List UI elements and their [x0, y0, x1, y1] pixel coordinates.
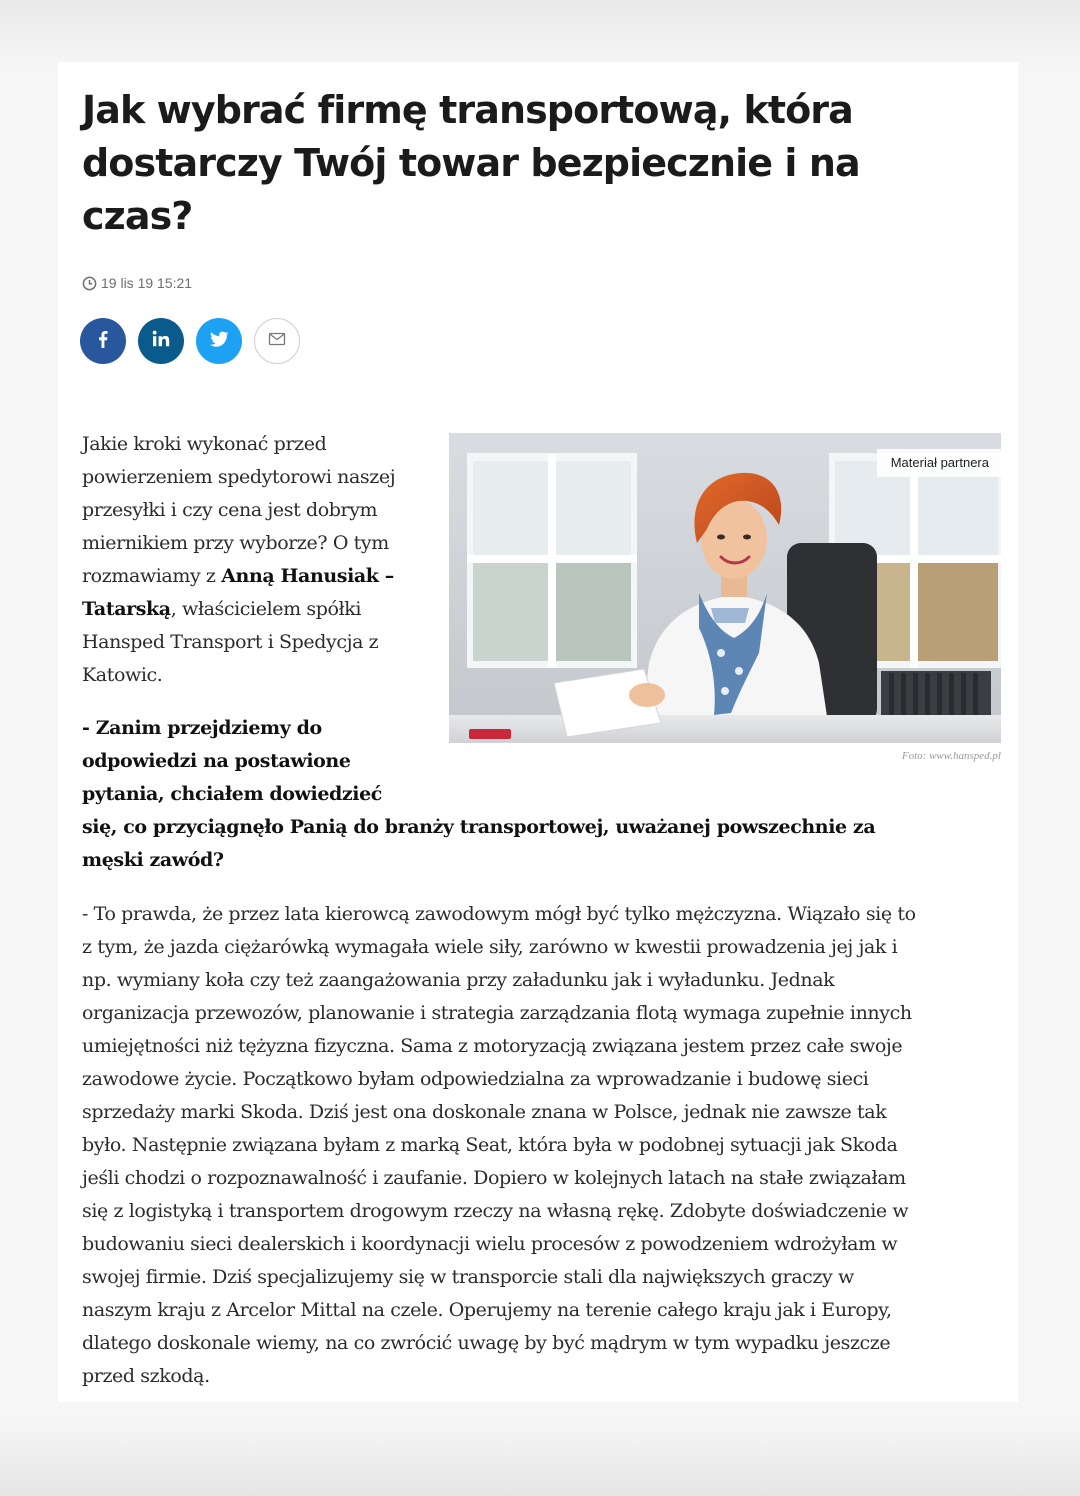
answer-line: organizacja przewozów, planowanie i strategia zarządzania flotą wymaga zupełnie innych — [82, 1002, 912, 1024]
answer-line: dlatego doskonale wiemy, na co zwrócić uwagę by być mądrym w tym wypadku jeszcze — [82, 1332, 891, 1354]
linkedin-icon — [150, 328, 172, 355]
answer-line: swojej firmie. Dziś specjalizujemy się w transporcie stali dla największych graczy w — [82, 1266, 854, 1288]
answer-line: sprzedaży marki Skoda. Dziś jest ona doskonale znana w Polsce, jednak nie zawsze tak — [82, 1101, 887, 1123]
clock-icon — [82, 276, 97, 291]
lead-text: Jakie kroki wykonać przed powierzeniem spedytorowi naszej przesyłki i czy cena jest dobrym miernikiem przy wyborze? O tym rozmawiamy z — [82, 433, 396, 587]
twitter-icon — [208, 328, 230, 355]
question-line: się, co przyciągnęło Panią do branży transportowej, uważanej powszechnie za — [82, 816, 876, 838]
envelope-icon — [266, 328, 288, 355]
share-bar — [80, 318, 300, 364]
answer-line: przed szkodą. — [82, 1365, 210, 1387]
question-line: pytania, chciałem dowiedzieć — [82, 783, 382, 805]
interview-answer — [82, 898, 982, 1393]
answer-line: naszym kraju z Arcelor Mittal na czele. Operujemy na terenie całego kraju jak i Europy, — [82, 1299, 892, 1321]
photo-caption: Foto: www.hansped.pl — [901, 750, 1001, 762]
lead-text-end: , właścicielem spółki Hansped Transport i Spedycja z Katowic. — [82, 598, 379, 686]
answer-line: było. Następnie związana byłam z marką Seat, która była w podobnej sytuacji jak Skoda — [82, 1134, 898, 1156]
question-line: odpowiedzi na postawione — [82, 750, 351, 772]
photo-of-woman-at-desk-icon — [449, 433, 1001, 743]
question-line: męski zawód? — [82, 849, 224, 871]
answer-line: np. wymiany koła czy też zaangażowania przy załadunku jak i wyładunku. Jednak — [82, 969, 835, 991]
article-lead — [82, 428, 422, 692]
article-title: Jak wybrać firmę transportową, która dostarczy Twój towar bezpiecznie i na czas? — [82, 88, 860, 238]
facebook-icon — [92, 328, 114, 355]
facebook-share-button[interactable] — [80, 318, 126, 364]
answer-line: budowaniu sieci dealerskich i koordynacji wielu procesów z powodzeniem wdrożyłam w — [82, 1233, 898, 1255]
linkedin-share-button[interactable] — [138, 318, 184, 364]
twitter-share-button[interactable] — [196, 318, 242, 364]
answer-line: z tym, że jazda ciężarówką wymagała wiele siły, zarówno w kwestii prowadzenia jej jak i — [82, 936, 898, 958]
answer-line: jeśli chodzi o rozpoznawalność i zaufanie. Dopiero w kolejnych latach na stałe związałam — [82, 1167, 906, 1189]
answer-line: umiejętności niż tężyzna fizyczna. Sama z motoryzacją związana jestem przez całe swoje — [82, 1035, 903, 1057]
publish-date: 19 lis 19 15:21 — [101, 275, 193, 291]
interview-question — [82, 712, 982, 877]
answer-line: - To prawda, że przez lata kierowcą zawodowym mógł być tylko mężczyzna. Wiązało się to — [82, 903, 916, 925]
email-share-button[interactable] — [254, 318, 300, 364]
interviewee-name: Anną Hanusiak – Tatarską — [82, 565, 394, 620]
answer-line: zawodowe życie. Początkowo byłam odpowiedzialna za wprowadzanie i budowę sieci — [82, 1068, 869, 1090]
question-line: - Zanim przejdziemy do — [82, 717, 322, 739]
answer-line: się z logistyką i transportem drogowym rzeczy na własną rękę. Zdobyte doświadczenie w — [82, 1200, 909, 1222]
article-page — [58, 62, 1018, 1402]
partner-material-tag: Materiał partnera — [877, 449, 1001, 477]
article-photo[interactable] — [449, 433, 1001, 743]
article-meta — [82, 275, 192, 291]
